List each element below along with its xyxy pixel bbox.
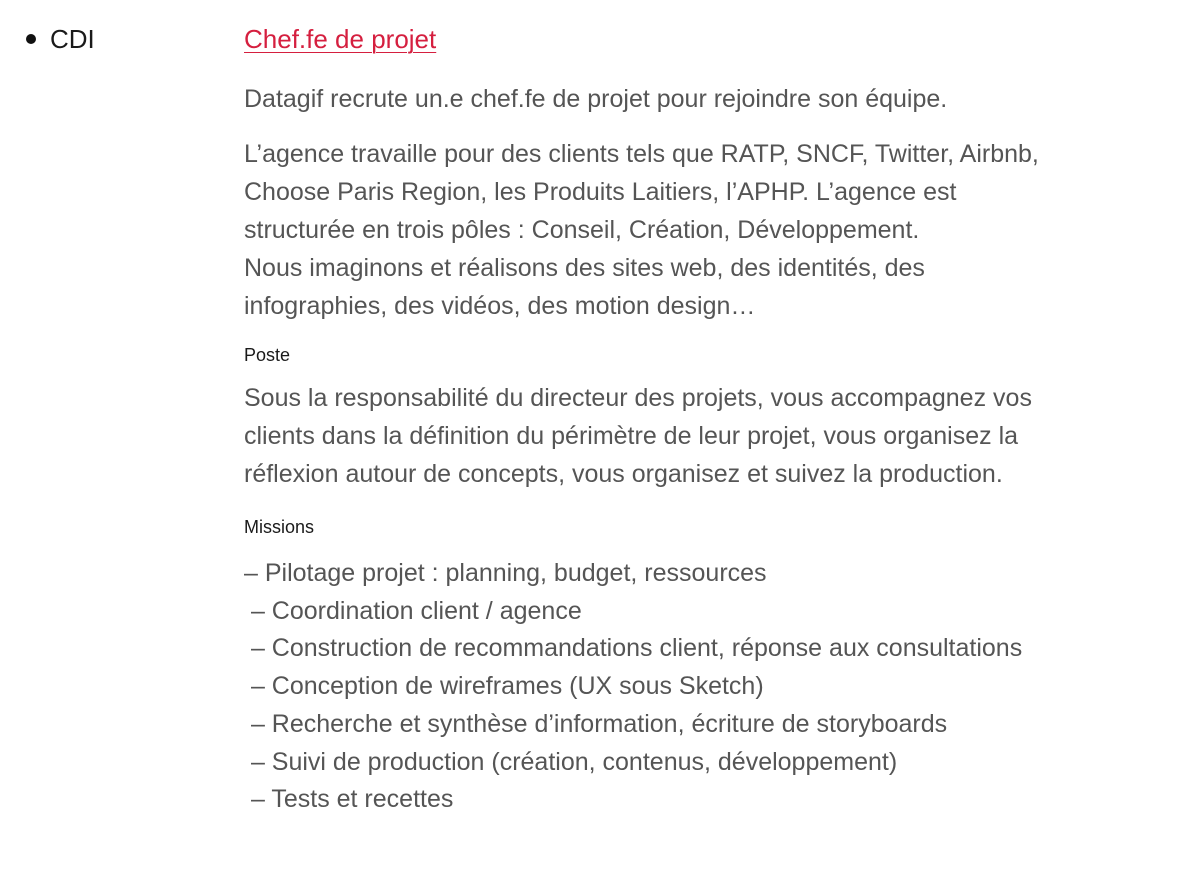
mission-item: – Conception de wireframes (UX sous Sketch) [244,672,764,701]
mission-item: – Tests et recettes [244,785,454,814]
mission-item: – Construction de recommandations client, réponse aux consultations [244,634,1023,663]
job-title-link[interactable]: Chef.fe de projet [244,24,437,54]
missions-list [244,555,1174,819]
poste-heading: Poste [244,345,291,365]
mission-item: – Recherche et synthèse d’information, écriture de storyboards [244,709,948,738]
poste-line: clients dans la définition du périmètre de leur projet, vous organisez la [244,422,1019,450]
agency-line: Choose Paris Region, les Produits Laitiers, l’APHP. L’agence est [244,178,957,206]
poste-line: réflexion autour de concepts, vous organisez et suivez la production. [244,460,1003,488]
agency-description [244,135,1174,325]
agency-line: L’agence travaille pour des clients tels que RATP, SNCF, Twitter, Airbnb, [244,140,1039,168]
agency-line: structurée en trois pôles : Conseil, Création, Développement. [244,216,920,244]
poste-description [244,379,1174,493]
list-bullet [26,34,36,44]
missions-heading: Missions [244,517,315,537]
agency-line: Nous imaginons et réalisons des sites web, des identités, des [244,254,925,282]
intro-text: Datagif recrute un.e chef.fe de projet pour rejoindre son équipe. [244,85,948,113]
job-listing [244,22,1174,819]
mission-item: – Coordination client / agence [244,596,582,625]
agency-line: infographies, des vidéos, des motion design… [244,292,756,320]
mission-item: – Suivi de production (création, contenus, développement) [244,747,898,776]
poste-line: Sous la responsabilité du directeur des projets, vous accompagnez vos [244,384,1032,412]
mission-item: – Pilotage projet : planning, budget, ressources [244,559,767,587]
contract-type: CDI [50,24,95,54]
